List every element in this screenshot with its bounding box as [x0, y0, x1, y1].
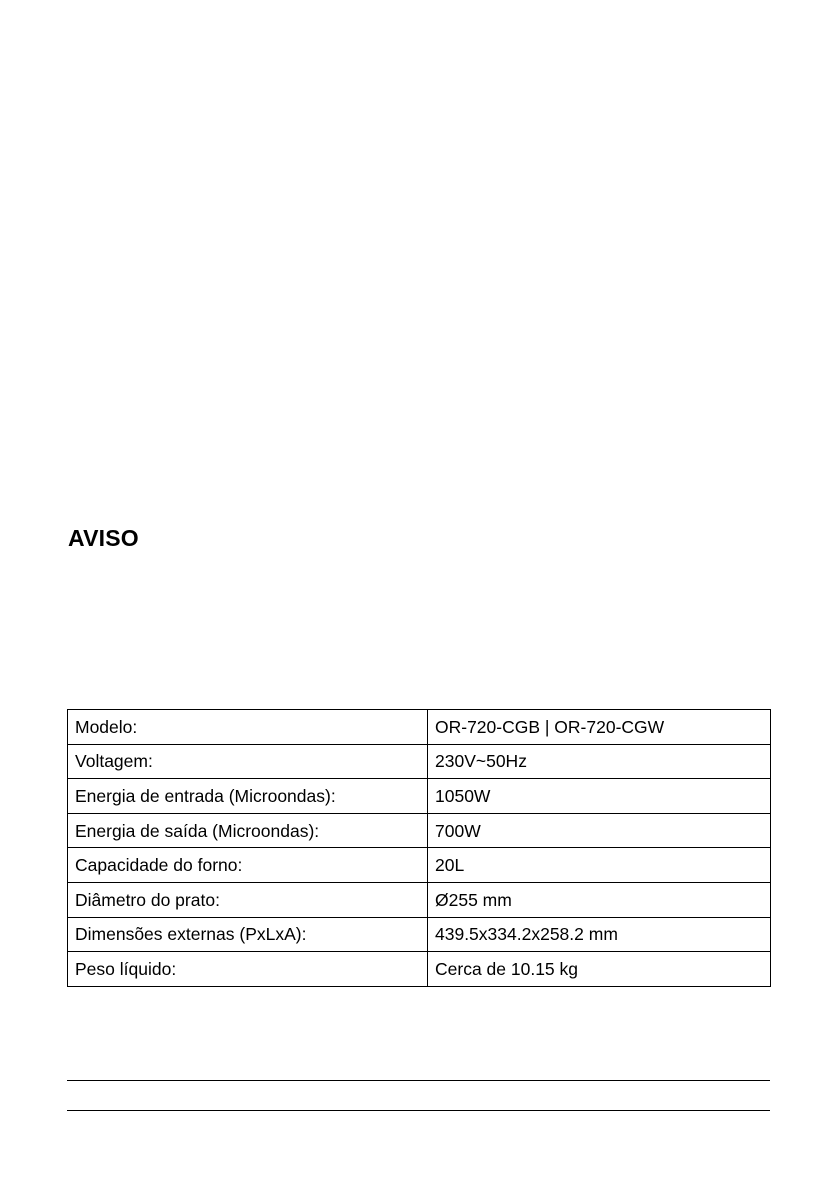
spec-label-output-power: Energia de saída (Microondas):	[68, 813, 428, 848]
spec-label-model: Modelo:	[68, 710, 428, 745]
divider-line	[67, 1110, 770, 1111]
spec-value-output-power: 700W	[428, 813, 771, 848]
warning-heading: AVISO	[68, 525, 139, 551]
spec-value-net-weight: Cerca de 10.15 kg	[428, 952, 771, 987]
spec-label-voltage: Voltagem:	[68, 744, 428, 779]
specifications-table	[67, 709, 771, 987]
table-row	[68, 952, 771, 987]
divider-line	[67, 1080, 770, 1081]
spec-label-net-weight: Peso líquido:	[68, 952, 428, 987]
spec-label-input-power: Energia de entrada (Microondas):	[68, 779, 428, 814]
spec-value-model: OR-720-CGB | OR-720-CGW	[428, 710, 771, 745]
spec-label-capacity: Capacidade do forno:	[68, 848, 428, 883]
spec-value-input-power: 1050W	[428, 779, 771, 814]
spec-label-dimensions: Dimensões externas (PxLxA):	[68, 917, 428, 952]
spec-value-plate-diameter: Ø255 mm	[428, 882, 771, 917]
spec-label-plate-diameter: Diâmetro do prato:	[68, 882, 428, 917]
table-row	[68, 779, 771, 814]
table-row	[68, 882, 771, 917]
spec-value-voltage: 230V~50Hz	[428, 744, 771, 779]
spec-value-capacity: 20L	[428, 848, 771, 883]
table-row	[68, 744, 771, 779]
table-row	[68, 710, 771, 745]
table-row	[68, 813, 771, 848]
table-row	[68, 848, 771, 883]
table-row	[68, 917, 771, 952]
spec-value-dimensions: 439.5x334.2x258.2 mm	[428, 917, 771, 952]
